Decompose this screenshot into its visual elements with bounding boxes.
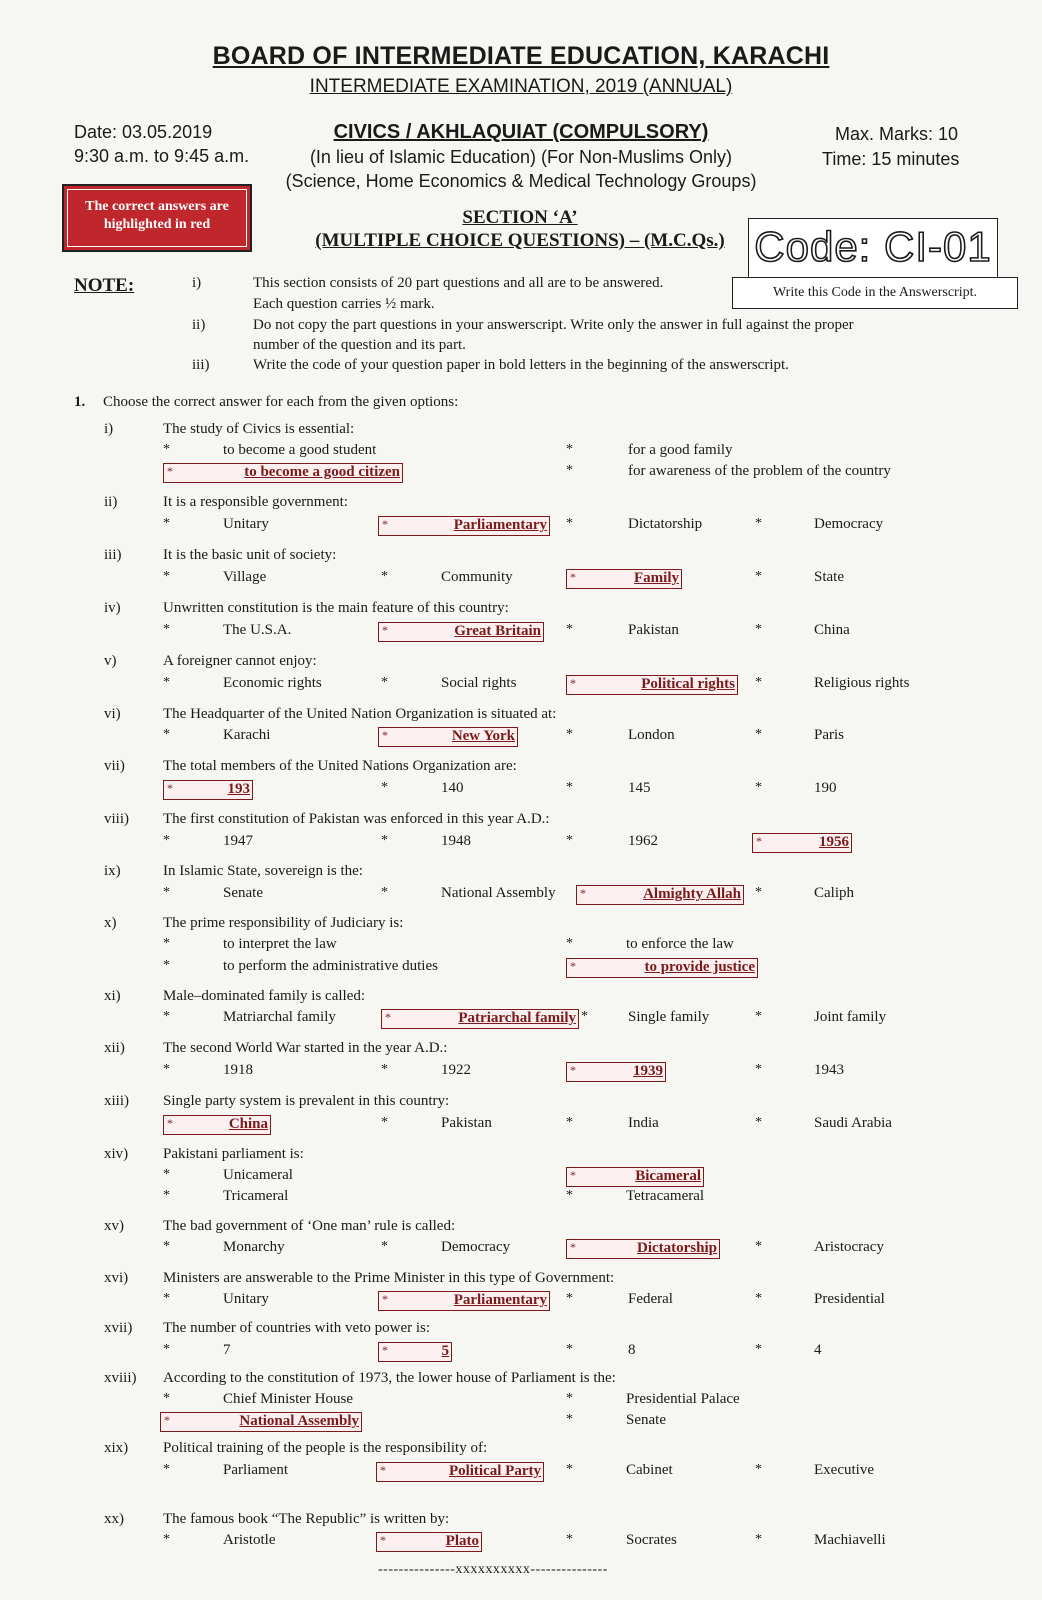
- option-text: Karachi: [223, 727, 271, 743]
- option-text: Economic rights: [223, 675, 322, 691]
- part-stem: The first constitution of Pakistan was enforced in this year A.D.:: [163, 811, 550, 827]
- option-bullet: *: [163, 885, 170, 900]
- correct-answer-label: Parliamentary: [453, 517, 547, 533]
- part-stem: In Islamic State, sovereign is the:: [163, 863, 363, 879]
- option-bullet: *: [381, 1115, 388, 1130]
- option-text: The U.S.A.: [223, 622, 292, 638]
- part-stem: Ministers are answerable to the Prime Minister in this type of Government:: [163, 1270, 615, 1286]
- correct-answer: * Family: [566, 569, 682, 589]
- correct-answer-label: Almighty Allah: [643, 886, 741, 902]
- option-text: Single family: [628, 1009, 710, 1025]
- part-number: xvi): [104, 1270, 129, 1286]
- option-bullet: *: [163, 675, 170, 690]
- part-stem: Single party system is prevalent in this country:: [163, 1093, 450, 1109]
- option-bullet: *: [566, 622, 573, 637]
- part-number: xiv): [104, 1146, 129, 1162]
- option-text: for a good family: [628, 442, 733, 458]
- part-number: x): [104, 915, 117, 931]
- option-text: Democracy: [441, 1239, 511, 1255]
- paper-code: Code: CI-01: [754, 223, 992, 270]
- code-box: [748, 218, 998, 278]
- correct-answer: * 1956: [752, 833, 852, 853]
- correct-answer-label: 193: [227, 781, 250, 797]
- option-bullet: *: [163, 1462, 170, 1477]
- part-stem: The bad government of ‘One man’ rule is called:: [163, 1218, 456, 1234]
- option-text: Parliament: [223, 1462, 288, 1478]
- option-bullet: *: [566, 1291, 573, 1306]
- option-text: Federal: [628, 1291, 673, 1307]
- option-bullet: *: [755, 1239, 762, 1254]
- option-text: Executive: [814, 1462, 874, 1478]
- part-stem: The number of countries with veto power is:: [163, 1320, 431, 1336]
- correct-answer-label: Parliamentary: [453, 1292, 547, 1308]
- correct-answer: * Almighty Allah: [576, 885, 744, 905]
- note-item-num: ii): [192, 317, 206, 333]
- option-text: for awareness of the problem of the country: [628, 463, 891, 479]
- note-label: NOTE:: [74, 275, 135, 296]
- option-text: Senate: [223, 885, 263, 901]
- option-text: Pakistan: [441, 1115, 492, 1131]
- correct-answer-label: Patriarchal family: [458, 1010, 576, 1026]
- option-bullet: *: [755, 1462, 762, 1477]
- option-text: to become a good student: [223, 442, 377, 458]
- option-text: 1922: [441, 1062, 471, 1078]
- option-bullet: *: [163, 569, 170, 584]
- option-text: 1947: [223, 833, 253, 849]
- correct-answer: * Patriarchal family: [381, 1009, 579, 1029]
- option-text: Senate: [626, 1412, 666, 1428]
- part-number: xii): [104, 1040, 125, 1056]
- correct-answer-label: National Assembly: [239, 1413, 359, 1429]
- part-number: iv): [104, 600, 121, 616]
- option-text: Joint family: [814, 1009, 887, 1025]
- option-bullet: *: [163, 1291, 170, 1306]
- option-text: Presidential Palace: [626, 1391, 740, 1407]
- correct-answer-label: 1939: [633, 1063, 663, 1079]
- max-marks: Max. Marks: 10: [835, 124, 959, 144]
- option-bullet: *: [755, 622, 762, 637]
- option-bullet: *: [381, 833, 388, 848]
- part-number: vii): [104, 758, 125, 774]
- option-bullet: *: [163, 1239, 170, 1254]
- correct-answer-label: Political Party: [448, 1463, 541, 1479]
- part-stem: The study of Civics is essential:: [163, 421, 355, 437]
- correct-answer: * to become a good citizen: [163, 463, 403, 483]
- option-bullet: *: [163, 1391, 170, 1406]
- option-bullet: *: [381, 1062, 388, 1077]
- option-text: Democracy: [814, 516, 884, 532]
- correct-answer: * Great Britain: [378, 622, 544, 642]
- option-bullet: *: [163, 1009, 170, 1024]
- part-stem: A foreigner cannot enjoy:: [163, 653, 317, 669]
- option-bullet: *: [755, 1342, 762, 1357]
- correct-answer-label: Political rights: [641, 676, 735, 692]
- option-text: 8: [628, 1342, 636, 1358]
- part-number: xv): [104, 1218, 124, 1234]
- correct-answer-label: Bicameral: [635, 1168, 701, 1184]
- option-text: Cabinet: [626, 1462, 673, 1478]
- correct-answer: * New York: [378, 727, 518, 747]
- correct-answer-label: to become a good citizen: [244, 464, 400, 480]
- option-text: Unitary: [223, 1291, 269, 1307]
- option-bullet: *: [755, 516, 762, 531]
- correct-answer: * Bicameral: [566, 1167, 704, 1187]
- correct-answer: * to provide justice: [566, 958, 758, 978]
- exam-time-range: 9:30 a.m. to 9:45 a.m.: [74, 146, 250, 166]
- option-bullet: *: [581, 1009, 588, 1024]
- option-text: Saudi Arabia: [814, 1115, 892, 1131]
- option-bullet: *: [381, 780, 388, 795]
- option-text: to perform the administrative duties: [223, 958, 438, 974]
- option-bullet: *: [566, 463, 573, 478]
- option-bullet: *: [163, 442, 170, 457]
- correct-answer: * Political rights: [566, 675, 738, 695]
- part-stem: It is the basic unit of society:: [163, 547, 337, 563]
- option-text: Unitary: [223, 516, 269, 532]
- option-text: Presidential: [814, 1291, 885, 1307]
- time-allowed: Time: 15 minutes: [822, 149, 960, 169]
- option-bullet: *: [163, 516, 170, 531]
- option-bullet: *: [381, 675, 388, 690]
- option-bullet: *: [755, 569, 762, 584]
- option-text: Social rights: [441, 675, 517, 691]
- option-text: 7: [223, 1342, 231, 1358]
- option-bullet: *: [566, 1342, 573, 1357]
- option-bullet: *: [163, 622, 170, 637]
- correct-answer-label: Family: [634, 570, 679, 586]
- correct-answer-label: Plato: [445, 1533, 479, 1549]
- correct-answer: * 1939: [566, 1062, 666, 1082]
- note-item-line: Write the code of your question paper in bold letters in the beginning of the answerscript.: [253, 357, 789, 373]
- correct-answers-banner: [62, 184, 252, 252]
- option-bullet: *: [566, 1412, 573, 1427]
- option-bullet: *: [163, 1342, 170, 1357]
- option-bullet: *: [755, 780, 762, 795]
- correct-answers-text: The correct answers are highlighted in red: [67, 189, 247, 247]
- option-text: Matriarchal family: [223, 1009, 336, 1025]
- option-text: Paris: [814, 727, 844, 743]
- option-text: to interpret the law: [223, 936, 337, 952]
- part-number: viii): [104, 811, 129, 827]
- option-text: Village: [223, 569, 267, 585]
- option-text: 1918: [223, 1062, 253, 1078]
- option-bullet: *: [381, 1239, 388, 1254]
- option-bullet: *: [755, 1532, 762, 1547]
- exam-date: Date: 03.05.2019: [74, 122, 213, 142]
- option-bullet: *: [566, 833, 573, 848]
- option-text: Socrates: [626, 1532, 677, 1548]
- option-bullet: *: [566, 1188, 573, 1203]
- correct-answer-label: Dictatorship: [637, 1240, 717, 1256]
- correct-answer: * 193: [163, 780, 253, 800]
- option-bullet: *: [755, 1009, 762, 1024]
- option-text: Monarchy: [223, 1239, 285, 1255]
- option-text: 1962: [628, 833, 658, 849]
- part-number: xiii): [104, 1093, 129, 1109]
- exam-title: INTERMEDIATE EXAMINATION, 2019 (ANNUAL): [309, 76, 733, 97]
- part-number: xvii): [104, 1320, 133, 1336]
- option-bullet: *: [381, 569, 388, 584]
- note-item-num: iii): [192, 357, 210, 373]
- correct-answer: * Political Party: [376, 1462, 544, 1482]
- option-bullet: *: [163, 1167, 170, 1182]
- option-bullet: *: [755, 675, 762, 690]
- option-bullet: *: [566, 1532, 573, 1547]
- section-title: SECTION ‘A’: [462, 207, 578, 228]
- note-item-num: i): [192, 275, 202, 291]
- option-text: Tetracameral: [626, 1188, 705, 1204]
- part-number: v): [104, 653, 117, 669]
- part-stem: Unwritten constitution is the main feature of this country:: [163, 600, 509, 616]
- option-text: Community: [441, 569, 513, 585]
- correct-answer: * 5: [378, 1342, 452, 1362]
- part-number: ii): [104, 494, 118, 510]
- question-number: 1.: [74, 394, 86, 410]
- option-bullet: *: [163, 1062, 170, 1077]
- option-bullet: *: [566, 1391, 573, 1406]
- option-text: 145: [628, 780, 651, 796]
- part-number: xix): [104, 1440, 129, 1456]
- correct-answer: * Parliamentary: [378, 516, 550, 536]
- code-note-box: [732, 277, 1018, 309]
- option-text: China: [814, 622, 850, 638]
- subject-title: CIVICS / AKHLAQUIAT (COMPULSORY): [333, 121, 709, 143]
- option-bullet: *: [755, 727, 762, 742]
- option-text: 1948: [441, 833, 471, 849]
- correct-answer: * Parliamentary: [378, 1291, 550, 1311]
- note-item-line: Each question carries ½ mark.: [253, 296, 435, 312]
- board-title: BOARD OF INTERMEDIATE EDUCATION, KARACHI: [212, 42, 830, 70]
- correct-answer-label: New York: [451, 728, 515, 744]
- option-text: Tricameral: [223, 1188, 289, 1204]
- option-bullet: *: [755, 1115, 762, 1130]
- part-number: xx): [104, 1511, 124, 1527]
- option-bullet: *: [163, 1188, 170, 1203]
- option-bullet: *: [566, 1462, 573, 1477]
- option-bullet: *: [163, 1532, 170, 1547]
- part-stem: The total members of the United Nations Organization are:: [163, 758, 517, 774]
- option-text: 1943: [814, 1062, 844, 1078]
- note-item-line: This section consists of 20 part questions and all are to be answered.: [253, 275, 664, 291]
- question-intro: Choose the correct answer for each from the given options:: [103, 394, 459, 410]
- correct-answer: * China: [163, 1115, 271, 1135]
- option-text: to enforce the law: [626, 936, 734, 952]
- option-bullet: *: [566, 727, 573, 742]
- correct-answer-label: 5: [441, 1343, 449, 1359]
- part-stem: The second World War started in the year A.D.:: [163, 1040, 448, 1056]
- part-number: iii): [104, 547, 122, 563]
- part-number: xi): [104, 988, 121, 1004]
- note-item-line: number of the question and its part.: [253, 337, 466, 353]
- option-bullet: *: [566, 442, 573, 457]
- option-bullet: *: [163, 936, 170, 951]
- option-text: Religious rights: [814, 675, 910, 691]
- part-stem: Political training of the people is the responsibility of:: [163, 1440, 488, 1456]
- correct-answer-label: China: [228, 1116, 268, 1132]
- option-text: 4: [814, 1342, 822, 1358]
- option-text: Pakistan: [628, 622, 679, 638]
- option-bullet: *: [566, 516, 573, 531]
- part-number: vi): [104, 706, 121, 722]
- end-divider: ---------------xxxxxxxxxx---------------: [378, 1562, 608, 1577]
- option-bullet: *: [566, 780, 573, 795]
- subject-groups: (Science, Home Economics & Medical Technology Groups): [285, 171, 757, 191]
- part-number: ix): [104, 863, 121, 879]
- option-bullet: *: [755, 885, 762, 900]
- part-stem: The Headquarter of the United Nation Organization is situated at:: [163, 706, 557, 722]
- mcq-title: (MULTIPLE CHOICE QUESTIONS) – (M.C.Qs.): [315, 230, 725, 251]
- part-stem: It is a responsible government:: [163, 494, 348, 510]
- option-bullet: *: [163, 958, 170, 973]
- part-stem: According to the constitution of 1973, the lower house of Parliament is the:: [163, 1370, 616, 1386]
- part-stem: The prime responsibility of Judiciary is:: [163, 915, 404, 931]
- part-number: i): [104, 421, 114, 437]
- correct-answer-label: to provide justice: [644, 959, 755, 975]
- option-text: Aristocracy: [814, 1239, 884, 1255]
- option-text: Machiavelli: [814, 1532, 886, 1548]
- correct-answer: * Plato: [376, 1532, 482, 1552]
- correct-answer: * Dictatorship: [566, 1239, 720, 1259]
- option-text: Dictatorship: [628, 516, 703, 532]
- option-bullet: *: [566, 1115, 573, 1130]
- option-bullet: *: [755, 1062, 762, 1077]
- part-stem: Pakistani parliament is:: [163, 1146, 304, 1162]
- option-text: 140: [441, 780, 464, 796]
- note-item-line: Do not copy the part questions in your answerscript. Write only the answer in full against the proper: [253, 317, 854, 333]
- code-note: Write this Code in the Answerscript.: [773, 285, 977, 300]
- subject-lieu: (In lieu of Islamic Education) (For Non-Muslims Only): [309, 147, 733, 167]
- option-text: Chief Minister House: [223, 1391, 353, 1407]
- option-bullet: *: [755, 1291, 762, 1306]
- option-bullet: *: [381, 885, 388, 900]
- part-stem: The famous book “The Republic” is written by:: [163, 1511, 450, 1527]
- option-text: Caliph: [814, 885, 854, 901]
- option-text: National Assembly: [441, 885, 556, 901]
- option-text: London: [628, 727, 675, 743]
- correct-answer: * National Assembly: [160, 1412, 362, 1432]
- option-bullet: *: [163, 833, 170, 848]
- option-text: Aristotle: [223, 1532, 276, 1548]
- correct-answer-label: 1956: [819, 834, 849, 850]
- option-text: 190: [814, 780, 837, 796]
- part-stem: Male–dominated family is called:: [163, 988, 366, 1004]
- option-text: State: [814, 569, 844, 585]
- correct-answer-label: Great Britain: [454, 623, 541, 639]
- option-text: Unicameral: [223, 1167, 293, 1183]
- option-text: India: [628, 1115, 659, 1131]
- part-number: xviii): [104, 1370, 137, 1386]
- option-bullet: *: [566, 936, 573, 951]
- option-bullet: *: [163, 727, 170, 742]
